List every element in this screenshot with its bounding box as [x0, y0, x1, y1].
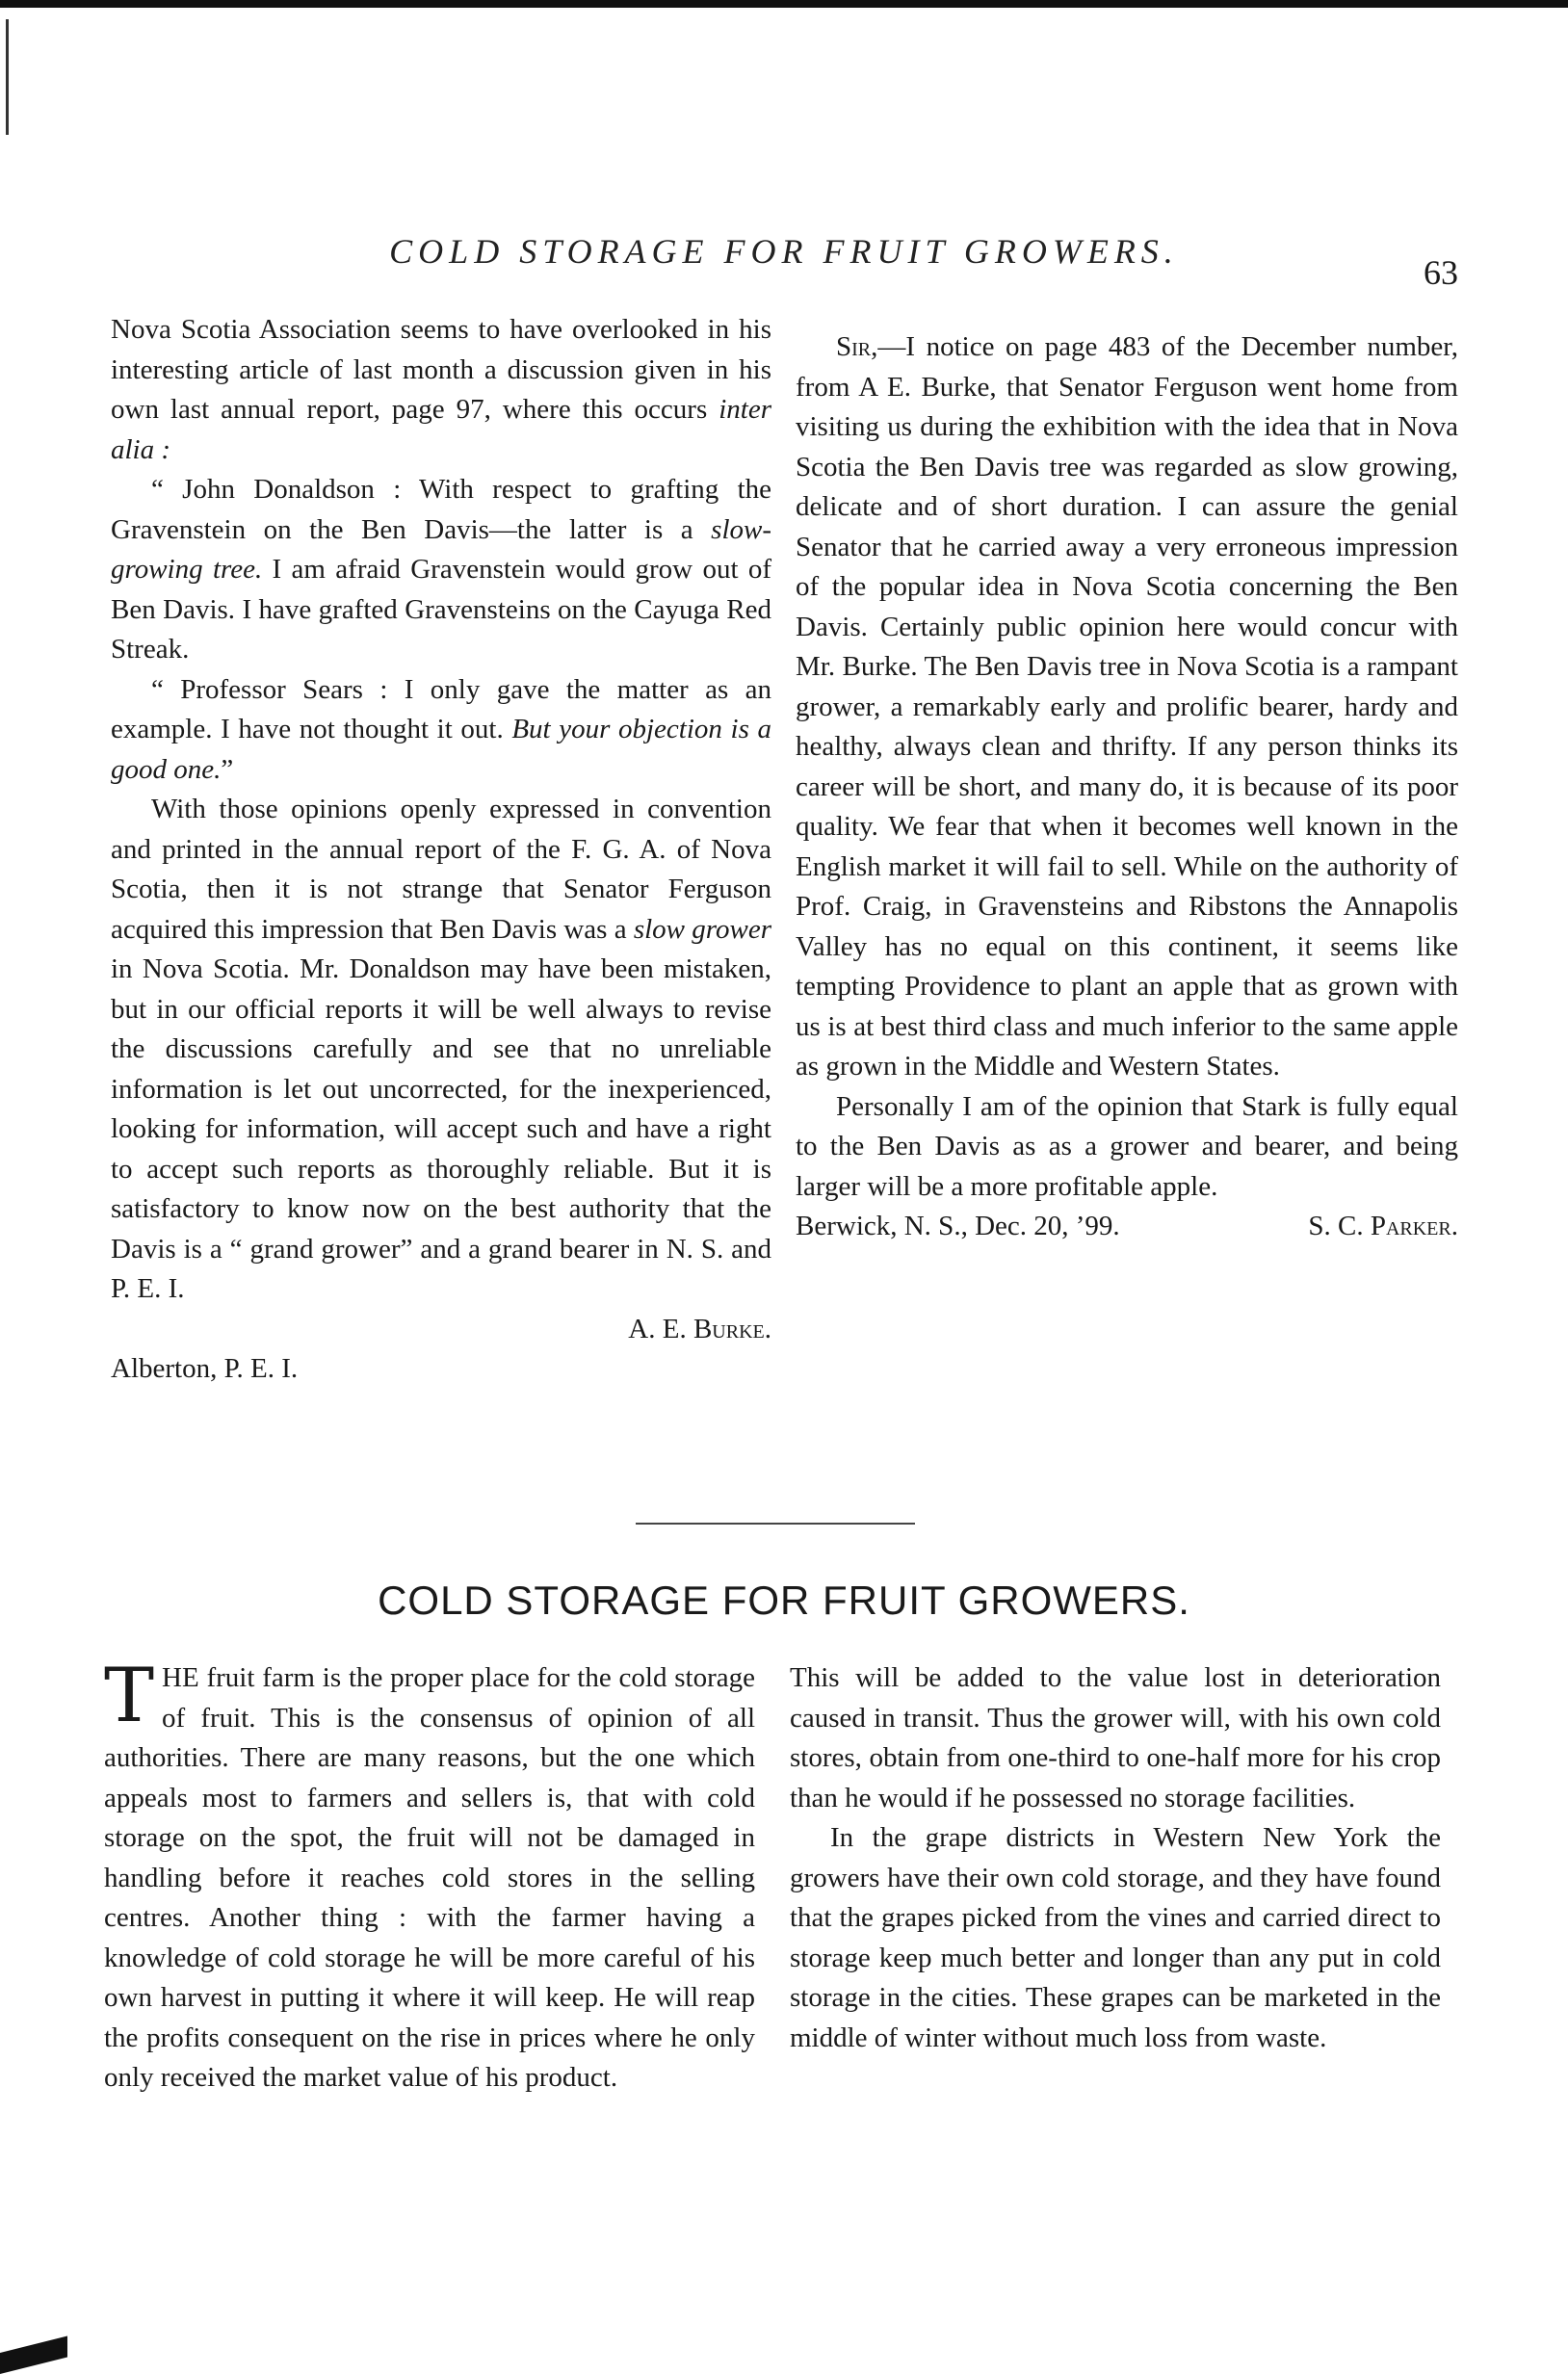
signature-line	[796, 1207, 1458, 1247]
paragraph: In the grape districts in Western New York the growers have their own cold storage, and they have found that the grapes picked from the vines and carried direct to storage keep much better and longer than any put in cold storage in the cities. These grapes can be marketed in the middle of winter without much loss from waste.	[790, 1822, 1441, 2053]
drop-cap: T	[104, 1653, 155, 1739]
letter-column-right	[796, 327, 1458, 1247]
paragraph	[111, 310, 771, 470]
letter-column-left	[111, 310, 771, 1390]
running-head: COLD STORAGE FOR FRUIT GROWERS.	[389, 232, 1179, 271]
italic-text: slow grower	[633, 913, 771, 945]
text: “ John Donaldson : With respect to grafting the Gravenstein on the Ben Davis—the latter is a	[111, 474, 771, 545]
left-scan-edge	[6, 19, 9, 135]
signature	[1308, 1207, 1458, 1247]
section-divider	[636, 1523, 915, 1525]
article-column-right	[790, 1658, 1441, 2058]
paragraph: Personally I am of the opinion that Stark is fully equal to the Ben Davis as as a grower and bearer, and being larger will be a more profitable apple.	[796, 1090, 1458, 1202]
text: —I notice on page 483 of the December number, from A E. Burke, that Senator Ferguson went home from visiting us during the exhibition with the idea that in Nova Scotia the Ben Davis tree was regarded as slow growing, delicate and of short duration. I can assure the genial Senator that he carried away a very erroneous impression of the popular idea in Nova Scotia concerning the Ben Davis. Certainly public opinion here would concur with Mr. Burke. The Ben Davis tree in Nova Scotia is a rampant grower, a remarkably early and prolific bearer, hardy and healthy, always clean and thrifty. If any person thinks its career will be short, and many do, it is because of its poor quality. We fear that when it becomes well known in the English market it will fail to sell. While on the authority of Prof. Craig, in Gravensteins and Ribstons the Annapolis Valley has no equal on this continent, it seems like tempting Providence to plant an apple that as grown with us is at best third class and much inferior to the same apple as grown in the Middle and Western States.	[796, 331, 1458, 1082]
text: HE fruit farm is the proper place for the cold storage of fruit. This is the consensus of opinion of all authorities. There are many reasons, but the one which appeals most to farmers and sellers is, that with cold storage on the spot, the fruit will not be damaged in handling before it reaches cold stores in the selling centres. Another thing : with the farmer having a knowledge of cold storage he will be more careful of his own harvest in putting it where it will keep. He will reap the profits consequent on the rise in prices where he only only received the market value of his product.	[104, 1662, 755, 2093]
signature	[111, 1310, 771, 1350]
text: Nova Scotia Association seems to have overlooked in his interesting article of last month a discussion given in his own last annual report, page 97, where this occurs	[111, 314, 771, 425]
page-number: 63	[1424, 253, 1458, 292]
top-border-rule	[0, 0, 1568, 8]
signature-initials: S. C.	[1308, 1211, 1371, 1241]
text: in Nova Scotia. Mr. Donaldson may have been mistaken, but in our official reports it will be well always to revise the discussions carefully and see that no unreliable information is let out uncorrected, for the inexperienced, looking for information, will accept such and have a right to accept such reports as thoroughly reliable. But it is satisfactory to know now on the best authority that the Davis is a “ grand grower” and a grand bearer in N. S. and P. E. I.	[111, 953, 771, 1304]
article-column-left	[104, 1653, 755, 2099]
signature-initials: A. E.	[628, 1313, 693, 1344]
article-title: COLD STORAGE FOR FRUIT GROWERS.	[378, 1578, 1190, 1623]
signature-name: Burke.	[693, 1313, 771, 1344]
dateline-place: Berwick, N. S., Dec. 20, ’99.	[796, 1211, 1120, 1241]
italic-text: But your objection is a good one.	[111, 714, 771, 785]
text: I am afraid Gravenstein would grow out of Ben Davis. I have grafted Gravensteins on the Cayuga Red Streak.	[111, 554, 771, 665]
text: With those opinions openly expressed in convention and printed in the annual report of the F. G. A. of Nova Scotia, then it is not strange that Senator Ferguson acquired this impression that Ben Davis was a	[111, 794, 771, 945]
italic-text: slow-growing tree.	[111, 513, 771, 585]
text: ”	[221, 753, 234, 785]
salutation: Sir,	[836, 331, 878, 362]
signature-name: Parker.	[1370, 1211, 1458, 1241]
italic-text: inter alia :	[111, 394, 771, 465]
paragraph	[111, 470, 771, 670]
dateline-place: Alberton, P. E. I.	[111, 1353, 299, 1384]
paragraph	[111, 670, 771, 791]
paragraph	[111, 790, 771, 1310]
paragraph	[796, 327, 1458, 1087]
scan-corner-mark	[0, 2336, 67, 2374]
paragraph: This will be added to the value lost in deterioration caused in transit. Thus the grower will, with his own cold stores, obtain from one-third to one-half more for his crop than he would if he possessed no storage facilities.	[790, 1662, 1441, 1813]
text: “ Professor Sears : I only gave the matter as an example. I have not thought it out.	[111, 673, 771, 744]
paragraph	[104, 1653, 755, 2099]
